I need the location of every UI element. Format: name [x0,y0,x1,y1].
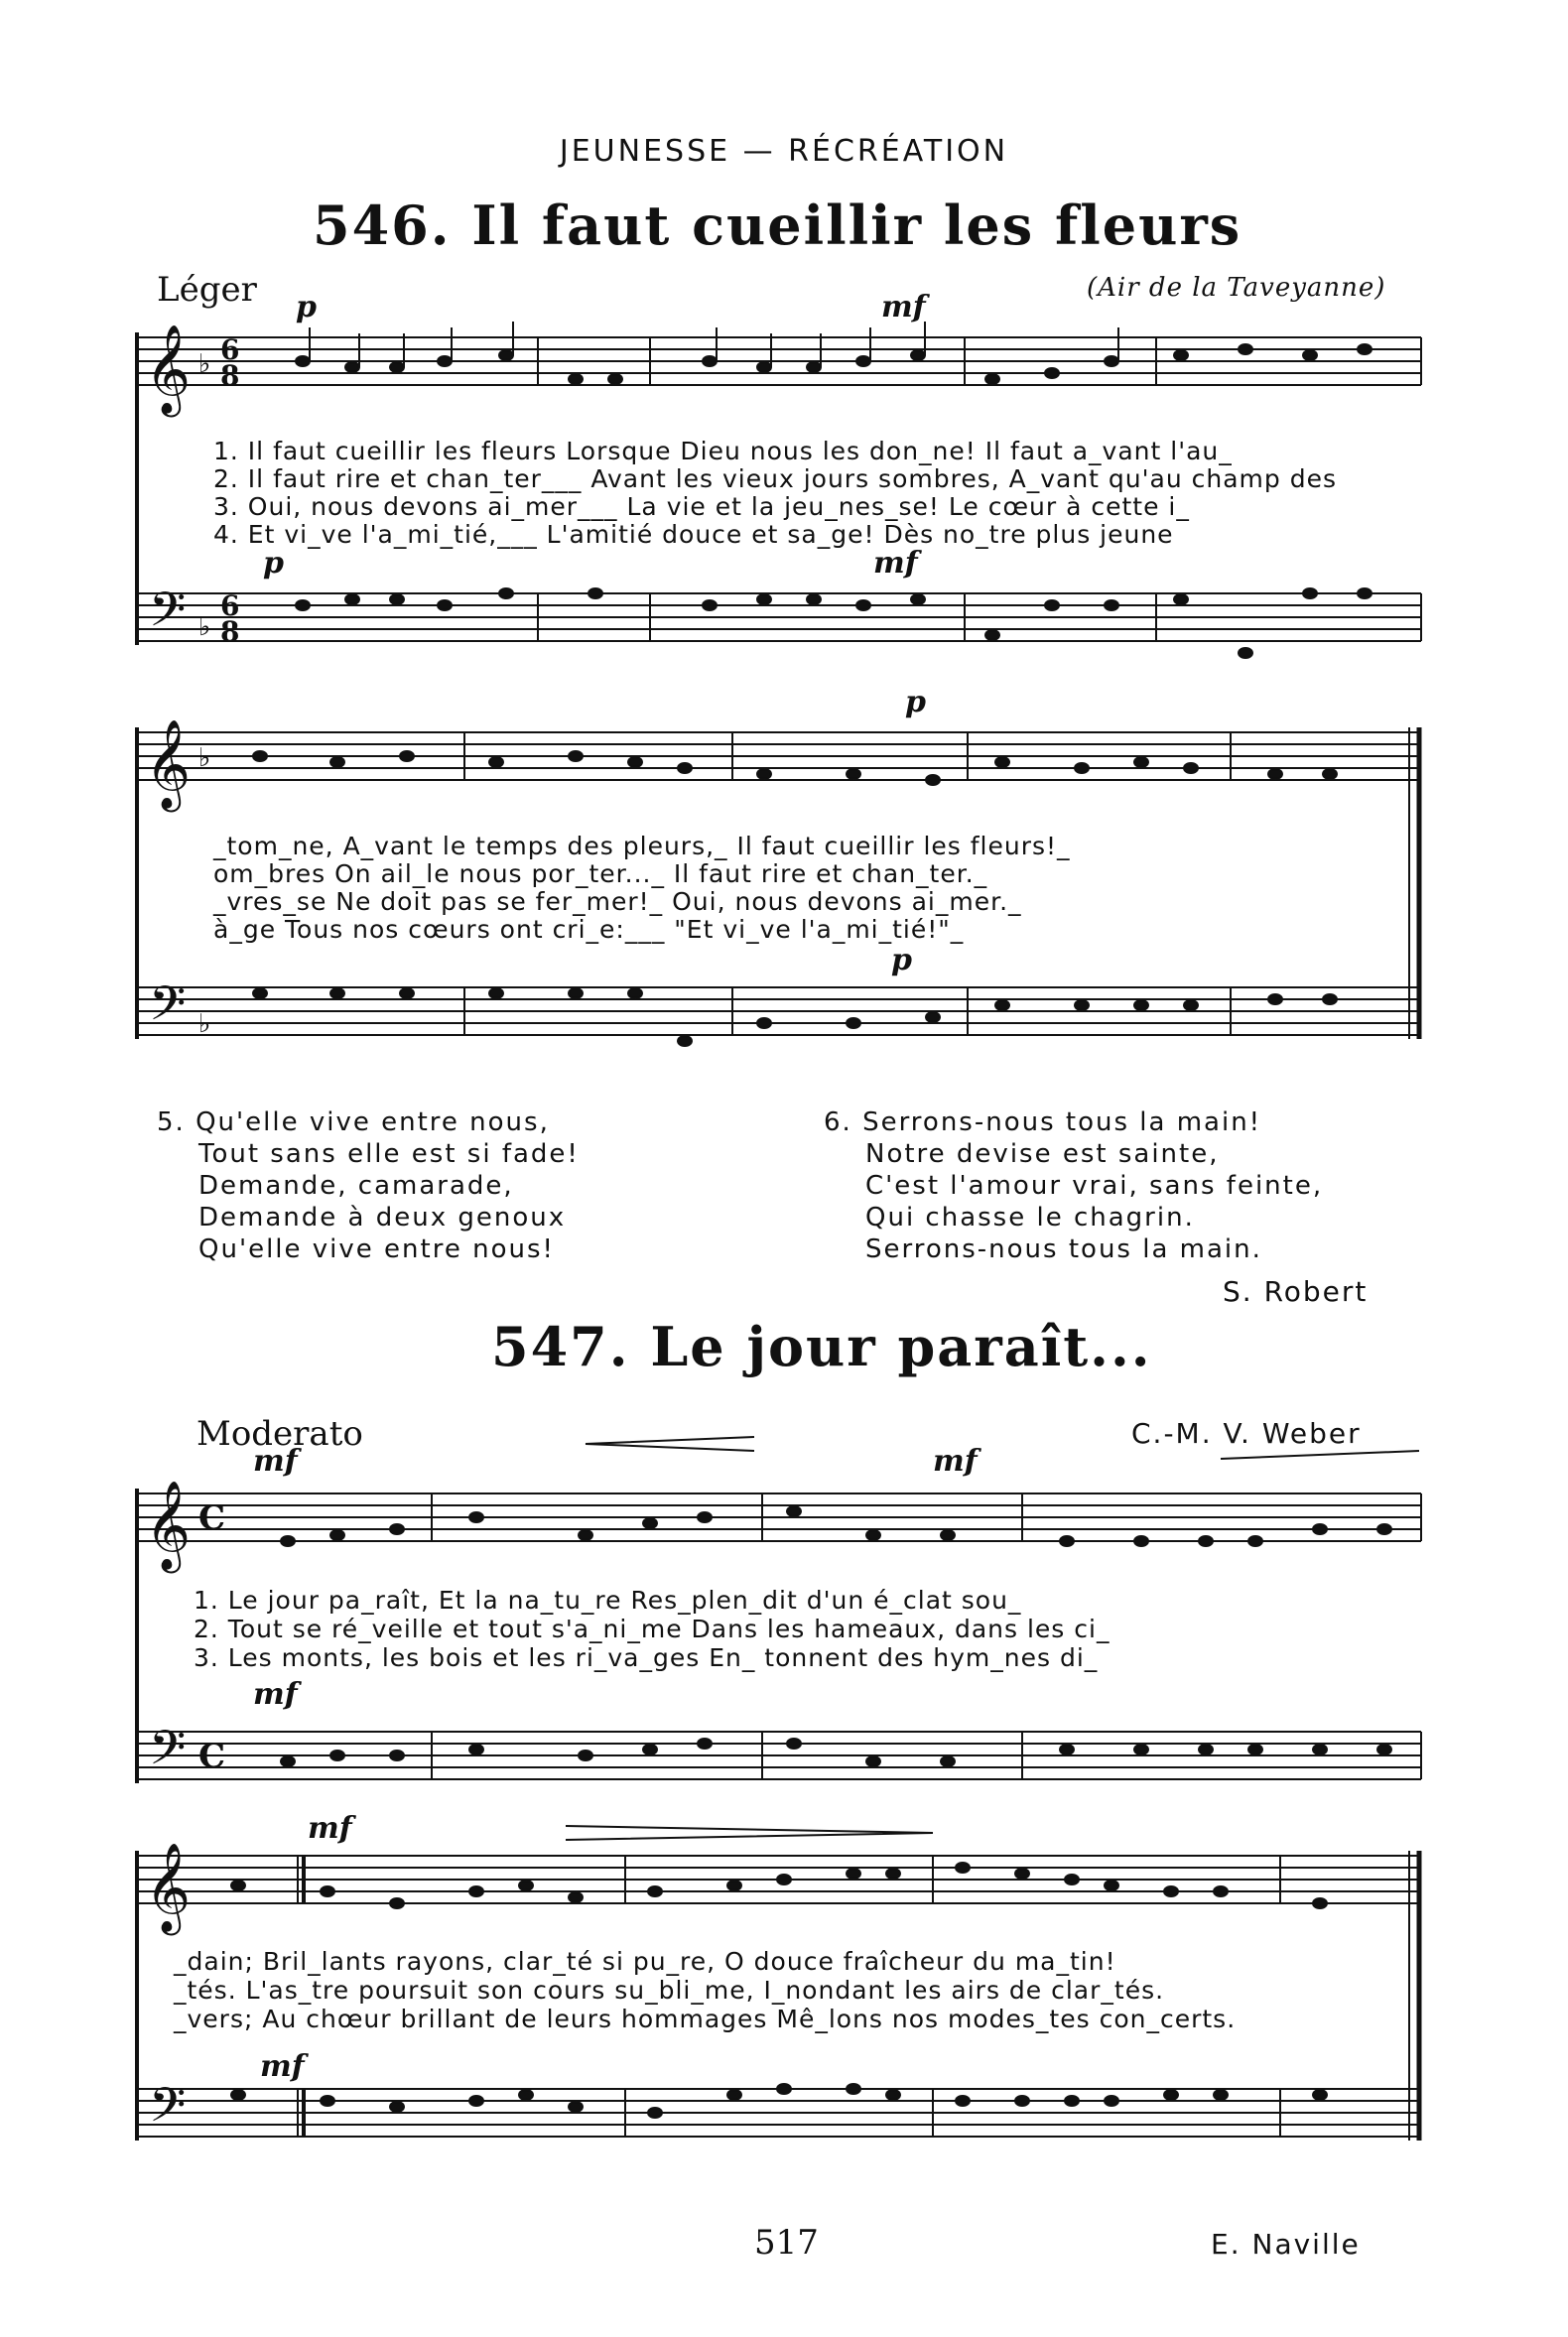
stanza-line: Qu'elle vive entre nous! [198,1234,555,1264]
svg-text:♭: ♭ [198,612,211,642]
section-header: JEUNESSE — RÉCRÉATION [559,134,1009,169]
dynamic-mf: mf [253,1677,298,1712]
svg-text:♭: ♭ [198,743,211,773]
hymn-546-lyric-verse-1: 1. Il faut cueillir les fleurs Lorsque Dieu nous les don_ne! Il faut a_vant l'au_ [213,437,1233,465]
dynamic-mf: mf [873,546,918,581]
hymn-546-lyric-verse-4-cont: à_ge Tous nos cœurs ont cri_e:___ "Et vi_ve l'a_mi_tié!"_ [213,915,965,944]
svg-text:𝄢: 𝄢 [149,975,187,1043]
svg-text:8: 8 [220,359,240,392]
page-number: 517 [754,2223,819,2263]
stanza-line: Tout sans elle est si fade! [198,1139,580,1169]
dynamic-p: p [263,546,284,581]
hymn-547-lyric-verse-2-cont: _tés. L'as_tre poursuit son cours su_bli_me, I_nondant les airs de clar_tés. [174,1976,1165,2005]
hymn-546-lyric-verse-3-cont: _vres_se Ne doit pas se fer_mer!_ Oui, nous devons ai_mer._ [213,887,1022,916]
hymn-546-lyric-verse-1-cont: _tom_ne, A_vant le temps des pleurs,_ Il faut cueillir les fleurs!_ [213,832,1071,860]
hymn-546-stanza-5 [157,1106,580,1265]
svg-text:𝄢: 𝄢 [149,582,187,649]
hymn-547-composer: C.-M. V. Weber [1131,1417,1362,1450]
svg-text:♭: ♭ [198,1009,211,1039]
hymn-546-author: S. Robert [1223,1275,1369,1308]
hymn-547-lyric-verse-1-cont: _dain; Bril_lants rayons, clar_té si pu_re, O douce fraîcheur du ma_tin! [174,1947,1116,1976]
hymn-546-lyric-verse-2-cont: om_bres On ail_le nous por_ter..._ Il faut rire et chan_ter._ [213,859,988,888]
svg-text:𝄞: 𝄞 [145,325,192,414]
dynamic-mf: mf [308,1811,352,1846]
stanza-line: Notre devise est sainte, [865,1139,1220,1169]
hymn-547-title: 547. Le jour paraît... [491,1315,1152,1378]
svg-text:𝄢: 𝄢 [149,1720,187,1787]
dynamic-mf: mf [933,1444,978,1479]
dynamic-mf: mf [260,2049,305,2084]
svg-text:8: 8 [220,615,240,648]
stanza-line: 6. Serrons-nous tous la main! [824,1107,1262,1137]
svg-text:𝄞: 𝄞 [145,1481,192,1570]
stanza-line: Demande à deux genoux [198,1203,567,1233]
dynamic-mf: mf [881,290,926,325]
hymn-547-tempo: Moderato [196,1414,363,1454]
dynamic-p: p [905,685,926,719]
dynamic-mf: mf [253,1444,298,1479]
dynamic-p: p [891,943,912,977]
hymn-547-lyric-verse-1: 1. Le jour pa_raît, Et la na_tu_re Res_plen_dit d'un é_clat sou_ [194,1586,1022,1615]
hymn-547-author: E. Naville [1211,2228,1361,2261]
stanza-line: 5. Qu'elle vive entre nous, [157,1107,550,1137]
hymn-547-lyric-verse-3-cont: _vers; Au chœur brillant de leurs hommages Mê_lons nos modes_tes con_certs. [174,2005,1237,2033]
hymn-546-lyric-verse-4: 4. Et vi_ve l'a_mi_tié,___ L'amitié douce et sa_ge! Dès no_tre plus jeune [213,520,1174,549]
stanza-line: Demande, camarade, [198,1171,514,1201]
hymn-546-title: 546. Il faut cueillir les fleurs [313,194,1242,257]
dynamic-p: p [296,290,317,325]
hymn-547-lyric-verse-3: 3. Les monts, les bois et les ri_va_ges En_ tonnent des hym_nes di_ [194,1643,1099,1672]
stanza-line: Serrons-nous tous la main. [865,1234,1262,1264]
svg-text:6: 6 [220,589,240,622]
hymn-546-attribution: (Air de la Taveyanne) [1087,273,1386,303]
stanza-line: Qui chasse le chagrin. [865,1203,1195,1233]
hymn-546-lyric-verse-3: 3. Oui, nous devons ai_mer___ La vie et la jeu_nes_se! Le cœur à cette i_ [213,492,1190,521]
hymn-547-lyric-verse-2: 2. Tout se ré_veille et tout s'a_ni_me Dans les hameaux, dans les ci_ [194,1615,1111,1643]
svg-text:𝄞: 𝄞 [145,719,192,809]
hymn-546-stanza-6 [824,1106,1323,1265]
hymn-546-lyric-verse-2: 2. Il faut rire et chan_ter___ Avant les vieux jours sombres, A_vant qu'au champ des [213,464,1337,493]
svg-text:♭: ♭ [198,349,211,379]
hymn-546-tempo: Léger [157,270,257,310]
svg-text:C: C [198,1737,226,1776]
svg-text:6: 6 [220,333,240,366]
svg-text:𝄢: 𝄢 [149,2077,187,2144]
svg-text:C: C [198,1498,226,1538]
svg-text:𝄞: 𝄞 [145,1843,192,1932]
stanza-line: C'est l'amour vrai, sans feinte, [865,1171,1324,1201]
